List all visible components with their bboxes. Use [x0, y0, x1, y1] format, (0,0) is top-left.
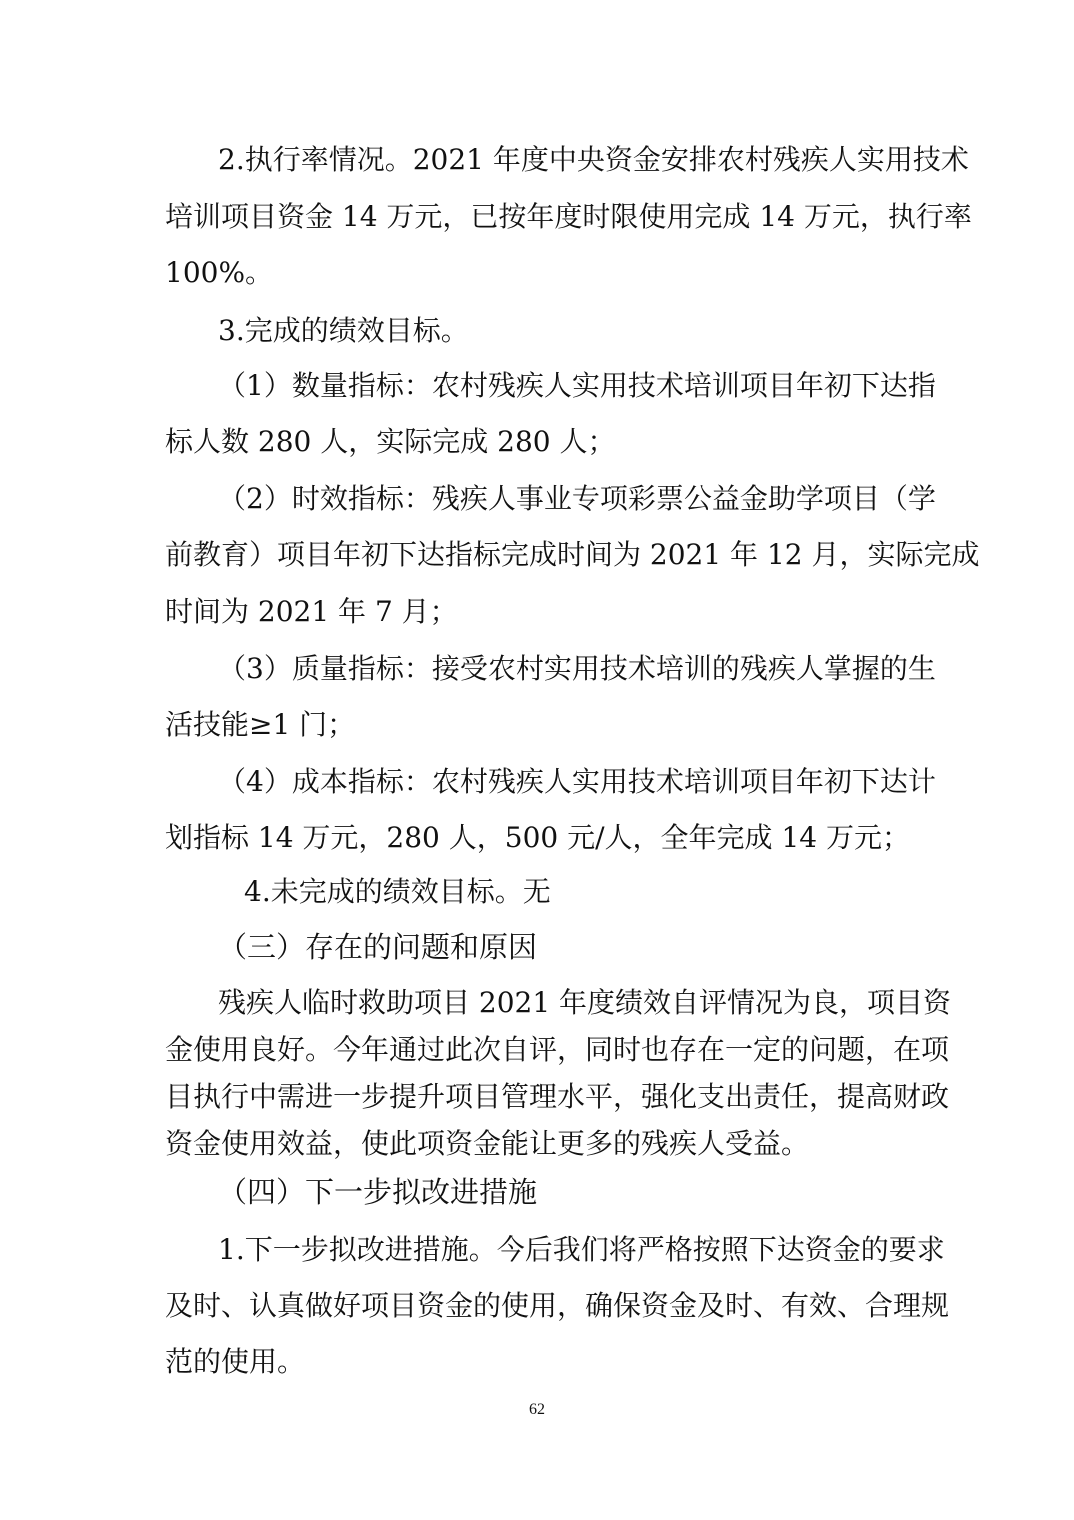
next-steps-line-3: 范的使用。 [165, 1345, 306, 1378]
execution-rate-line-1: 2.执行率情况。2021 年度中央资金安排农村残疾人实用技术 [218, 143, 969, 176]
quality-indicator-line-2: 活技能≥1 门； [165, 708, 356, 741]
quantity-indicator-line-2: 标人数 280 人，实际完成 280 人； [165, 425, 616, 458]
problems-line-3: 目执行中需进一步提升项目管理水平，强化支出责任，提高财政 [165, 1080, 950, 1113]
cost-indicator-line-1: （4）成本指标：农村残疾人实用技术培训项目年初下达计 [218, 765, 936, 798]
execution-rate-line-3: 100%。 [165, 256, 274, 289]
problems-heading: （三）存在的问题和原因 [218, 930, 538, 964]
cost-indicator-line-2: 划指标 14 万元，280 人，500 元/人，全年完成 14 万元； [165, 821, 910, 854]
timeliness-indicator-line-3: 时间为 2021 年 7 月； [165, 595, 458, 628]
uncompleted-goals-line: 4.未完成的绩效目标。无 [244, 875, 551, 908]
quantity-indicator-line-1: （1）数量指标：农村残疾人实用技术培训项目年初下达指 [218, 369, 936, 402]
problems-line-4: 资金使用效益，使此项资金能让更多的残疾人受益。 [165, 1127, 810, 1160]
completed-goals-heading: 3.完成的绩效目标。 [218, 314, 469, 347]
next-steps-heading: （四）下一步拟改进措施 [218, 1175, 538, 1209]
execution-rate-line-2: 培训项目资金 14 万元，已按年度时限使用完成 14 万元，执行率 [165, 200, 972, 233]
page-number: 62 [529, 1401, 545, 1418]
problems-line-1: 残疾人临时救助项目 2021 年度绩效自评情况为良，项目资 [218, 986, 952, 1019]
quality-indicator-line-1: （3）质量指标：接受农村实用技术培训的残疾人掌握的生 [218, 652, 936, 685]
timeliness-indicator-line-1: （2）时效指标：残疾人事业专项彩票公益金助学项目（学 [218, 482, 936, 515]
timeliness-indicator-line-2: 前教育）项目年初下达指标完成时间为 2021 年 12 月，实际完成 [165, 538, 980, 571]
next-steps-line-1: 1.下一步拟改进措施。今后我们将严格按照下达资金的要求 [218, 1233, 945, 1266]
problems-line-2: 金使用良好。今年通过此次自评，同时也存在一定的问题，在项 [165, 1033, 950, 1066]
next-steps-line-2: 及时、认真做好项目资金的使用，确保资金及时、有效、合理规 [165, 1289, 950, 1322]
